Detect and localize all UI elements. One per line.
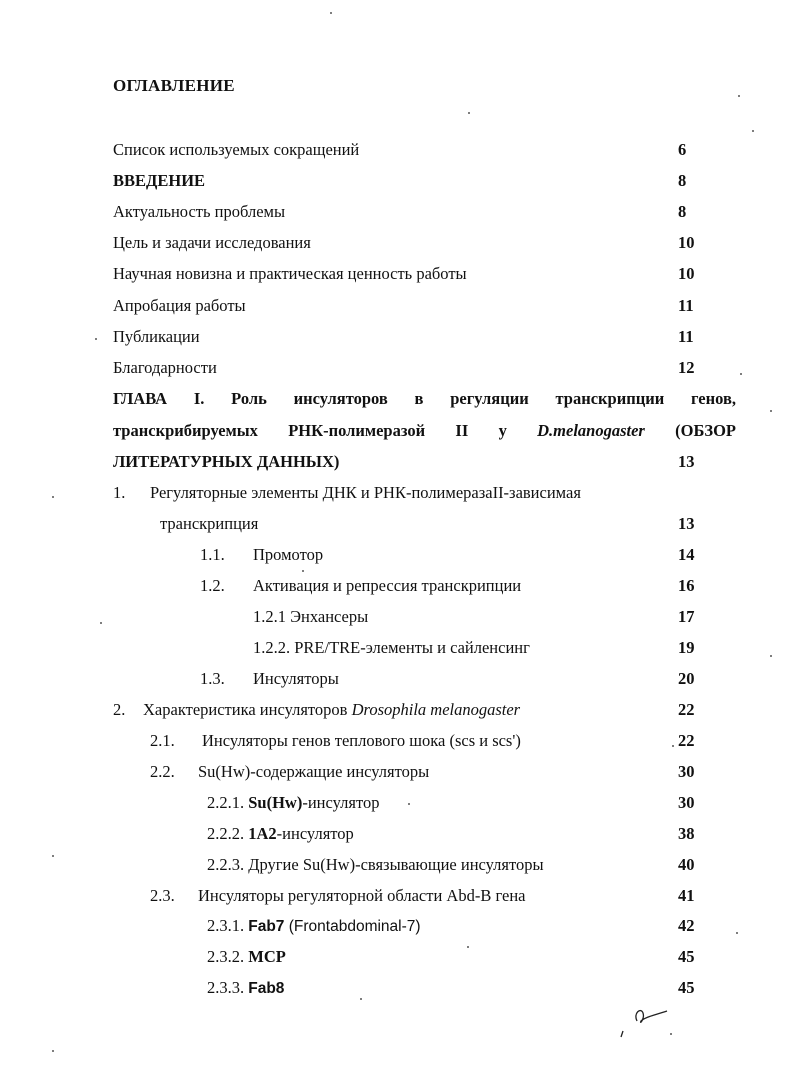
toc-entry-introduction[interactable] [0,171,797,195]
handwritten-initials-mark [615,1003,675,1039]
entry-page: 45 [678,947,695,966]
entry-page: 13 [678,452,695,471]
entry-title-rest: (Frontabdominal-7) [284,918,421,935]
scan-speck [738,95,740,97]
chapter1-title-line1[interactable]: ГЛАВА I. Роль инсуляторов в регуляции транскрипции генов, [113,389,736,408]
toc-entry-1-2-2[interactable] [0,638,797,662]
toc-entry-2-3-1[interactable] [0,916,797,940]
scan-speck [770,655,772,657]
toc-entry-1-3[interactable] [0,669,797,693]
toc-entry-chapter1[interactable] [0,452,797,476]
toc-entry-1-2[interactable] [0,576,797,600]
section-number: 1.2. [200,576,225,595]
toc-entry-2-3-2[interactable] [0,947,797,971]
entry-title-bold: MCP [248,947,286,966]
entry-page: 22 [678,731,695,750]
entry-page: 14 [678,545,695,564]
toc-entry-abbreviations[interactable] [0,140,797,164]
scan-speck [740,373,742,375]
entry-title: Инсуляторы генов теплового шока (scs и scs') [202,731,521,750]
scan-speck [52,1050,54,1052]
scan-speck [408,803,410,805]
entry-title [207,824,354,844]
scan-speck [100,622,102,624]
toc-entry-2-2-2[interactable] [0,824,797,848]
entry-title: Промотор [253,545,324,564]
toc-entry-2-2-1[interactable] [0,793,797,817]
entry-page: 42 [678,916,695,935]
entry-page: 19 [678,638,695,657]
entry-title: 1.2.2. PRE/TRE-элементы и сайленсинг [253,638,530,657]
entry-page: 16 [678,576,695,595]
chapter1-line2-end: (ОБЗОР [675,421,737,440]
scan-speck [468,112,470,114]
entry-title: Инсуляторы [253,669,339,688]
toc-entry-2-3[interactable] [0,886,797,910]
entry-page: 45 [678,978,695,997]
entry-page: 20 [678,669,695,688]
scan-speck [52,496,54,498]
entry-page: 38 [678,824,695,843]
entry-page: 11 [678,296,694,315]
entry-title-rest: -инсулятор [302,793,380,812]
entry-title [207,793,379,813]
scan-speck [752,130,754,132]
entry-title: Научная новизна и практическая ценность работы [113,264,467,283]
entry-title: 1.2.1 Энхансеры [253,607,369,626]
toc-entry-2-2[interactable] [0,762,797,786]
entry-title: ВВЕДЕНИЕ [113,171,206,190]
section-number: 2.1. [150,731,175,750]
entry-title: Список используемых сокращений [113,140,360,159]
entry-title: Цель и задачи исследования [113,233,311,252]
toc-entry-1-2-1[interactable] [0,607,797,631]
section-number: 2.2.2. [207,824,245,843]
scan-speck [672,745,674,747]
toc-entry-relevance[interactable] [0,202,797,226]
chapter1-species: D.melanogaster [537,421,645,440]
entry-title: Благодарности [113,358,217,377]
toc-entry-section1[interactable] [0,483,797,507]
toc-entry-novelty[interactable] [0,264,797,288]
toc-entry-2-1[interactable] [0,731,797,755]
scan-speck [95,338,97,340]
scan-speck [330,12,332,14]
section-number: 1. [113,483,126,502]
section-number: 2.2.1. [207,793,245,812]
entry-title: Актуальность проблемы [113,202,286,221]
chapter1-line2-text: транскрибируемых РНК-полимеразой II у [113,421,507,440]
entry-page: 17 [678,607,695,626]
scan-speck [360,998,362,1000]
entry-title [207,947,286,967]
entry-page: 8 [678,202,687,221]
toc-entry-publications[interactable] [0,327,797,351]
entry-page: 10 [678,233,695,252]
section-number: 2.3. [150,886,175,905]
toc-entry-section2[interactable] [0,700,797,724]
entry-title: Su(Hw)-содержащие инсуляторы [198,762,430,781]
section-number: 2.3.1. [207,916,245,935]
entry-title: Инсуляторы регуляторной области Abd-B гена [198,886,526,905]
scan-speck [52,855,54,857]
entry-title-species: Drosophila melanogaster [351,700,521,719]
entry-title: Активация и репрессия транскрипции [253,576,522,595]
entry-page: 30 [678,793,695,812]
chapter1-title-line2[interactable] [113,421,736,441]
entry-title-text: Характеристика инсуляторов [143,700,348,719]
entry-title-bold: Su(Hw) [248,793,303,812]
entry-title [207,916,421,936]
scan-speck [302,570,304,572]
entry-page: 41 [678,886,695,905]
scan-speck [736,932,738,934]
scan-speck [670,1033,672,1035]
toc-heading: ОГЛАВЛЕНИЕ [113,76,235,95]
entry-title: транскрипция [160,514,259,533]
section-number: 1.3. [200,669,225,688]
section-number: 1.1. [200,545,225,564]
entry-title-rest: -инсулятор [276,824,354,843]
entry-page: 6 [678,140,687,159]
scan-speck [467,946,469,948]
toc-entry-goals[interactable] [0,233,797,257]
entry-title: Регуляторные элементы ДНК и РНК-полимеразаII-зависимая [150,483,581,502]
section-number: 2.2. [150,762,175,781]
entry-page: 11 [678,327,694,346]
entry-page: 13 [678,514,695,533]
entry-title-bold: Fab7 [248,918,285,935]
entry-page: 10 [678,264,695,283]
entry-page: 8 [678,171,687,190]
toc-entry-2-2-3[interactable] [0,855,797,879]
toc-entry-acknowledgements[interactable] [0,358,797,382]
entry-title: 2.2.3. Другие Su(Hw)-связывающие инсуляторы [207,855,544,874]
toc-entry-approbation[interactable] [0,296,797,320]
entry-title-bold: 1A2 [248,824,277,843]
entry-title: Апробация работы [113,296,246,315]
entry-page: 40 [678,855,695,874]
entry-title: Публикации [113,327,200,346]
toc-entry-2-3-3[interactable] [0,978,797,1002]
toc-entry-1-1[interactable] [0,545,797,569]
section-number: 2.3.3. [207,978,245,997]
chapter1-title-line3: ЛИТЕРАТУРНЫХ ДАННЫХ) [113,452,340,471]
entry-title [207,978,284,998]
scan-speck [770,410,772,412]
entry-page: 12 [678,358,695,377]
entry-title-bold: Fab8 [248,980,285,997]
entry-page: 22 [678,700,695,719]
toc-entry-section1-cont[interactable] [0,514,797,538]
entry-title [143,700,520,720]
section-number: 2.3.2. [207,947,245,966]
section-number: 2. [113,700,126,719]
entry-page: 30 [678,762,695,781]
